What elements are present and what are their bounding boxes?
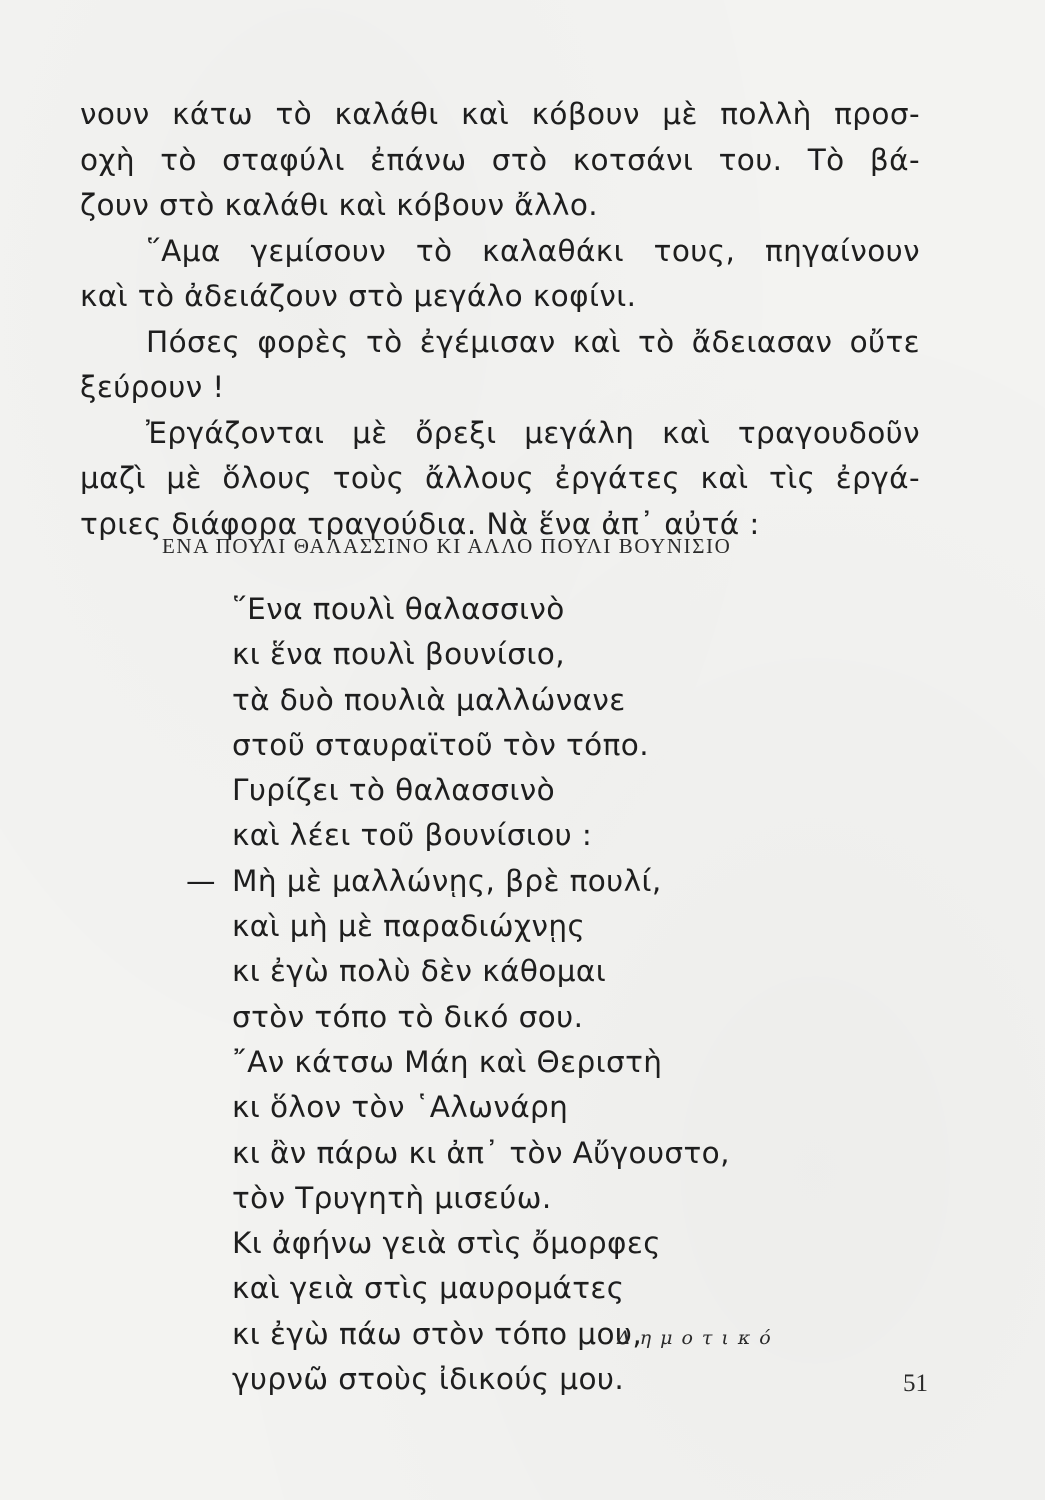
poem-verse-dialogue: [186, 859, 730, 904]
poem-verse: κι ἐγὼ πολὺ δὲν κάθομαι: [232, 954, 607, 989]
prose-line: ξεύρουν !: [80, 370, 225, 404]
prose-line: νουν κάτω τὸ καλάθι καὶ κόβουν μὲ πολλὴ προσ-: [80, 97, 920, 131]
prose-line: καὶ τὸ ἀδειάζουν στὸ μεγάλο κοφίνι.: [80, 279, 637, 313]
prose-line: οχὴ τὸ σταφύλι ἐπάνω στὸ κοτσάνι του. Τὸ βά-: [80, 142, 920, 177]
poem-verse: Κι ἀφήνω γειὰ στὶς ὄμορφες: [232, 1226, 661, 1261]
poem-verse: ῞Ενα πουλὶ θαλασσινὸ: [232, 592, 565, 626]
prose-line: μαζὶ μὲ ὅλους τοὺς ἄλλους ἐργάτες καὶ τὶς ἐργά-: [80, 461, 920, 495]
prose-line: Ἐργάζονται μὲ ὄρεξι μεγάλη καὶ τραγουδοῦν: [146, 415, 920, 450]
poem-verse: καὶ γειὰ στὶς μαυρομάτες: [232, 1271, 625, 1306]
poem-verse: κι ἕνα πουλὶ βουνίσιο,: [232, 637, 565, 672]
poem-verse-text: Μὴ μὲ μαλλώνῃς, βρὲ πουλί,: [232, 863, 662, 898]
poem-verse: τὸν Τρυγητὴ μισεύω.: [232, 1180, 552, 1215]
prose-line: τριες διάφορα τραγούδια. Νὰ ἕνα ἀπ᾿ αὐτά :: [80, 506, 760, 541]
page-number: 51: [903, 1370, 928, 1397]
poem-verse: κι ἂν πάρω κι ἀπ᾿ τὸν Αὔγουστο,: [232, 1135, 730, 1170]
poem-verse: κι ὅλον τὸν ῾Αλωνάρη: [232, 1090, 569, 1125]
poem-verse: στοῦ σταυραϊτοῦ τὸν τόπο.: [232, 727, 649, 762]
poem: [186, 587, 730, 1402]
song-title: ΕΝΑ ΠΟΥΛΙ ΘΑΛΑΣΣΙΝΟ ΚΙ ΑΛΛΟ ΠΟΥΛΙ ΒΟΥΝΙΣΙΟ: [162, 534, 732, 558]
poem-verse: στὸν τόπο τὸ δικό σου.: [232, 999, 584, 1034]
poem-verse: καὶ λέει τοῦ βουνίσιου :: [232, 818, 593, 853]
poem-verse: κι ἐγὼ πάω στὸν τόπο μου,: [232, 1316, 643, 1351]
poem-attribution: Δημοτικό: [617, 1327, 780, 1349]
prose-line: ζουν στὸ καλάθι καὶ κόβουν ἄλλο.: [80, 188, 599, 222]
prose-line: ῞Αμα γεμίσουν τὸ καλαθάκι τους, πηγαίνουν: [146, 233, 920, 268]
poem-verse: ῎Αν κάτσω Μάη καὶ Θεριστὴ: [232, 1044, 663, 1079]
prose-line: Πόσες φορὲς τὸ ἐγέμισαν καὶ τὸ ἄδειασαν οὔτε: [146, 324, 920, 359]
poem-verse: καὶ μὴ μὲ παραδιώχνῃς: [232, 909, 586, 944]
poem-verse: τὰ δυὸ πουλιὰ μαλλώνανε: [232, 682, 626, 717]
prose-paragraphs: [80, 92, 920, 547]
dialogue-dash: —: [186, 863, 216, 898]
poem-verse: Γυρίζει τὸ θαλασσινὸ: [232, 773, 556, 808]
poem-verse: γυρνῶ στοὺς ἰδικούς μου.: [232, 1362, 625, 1397]
